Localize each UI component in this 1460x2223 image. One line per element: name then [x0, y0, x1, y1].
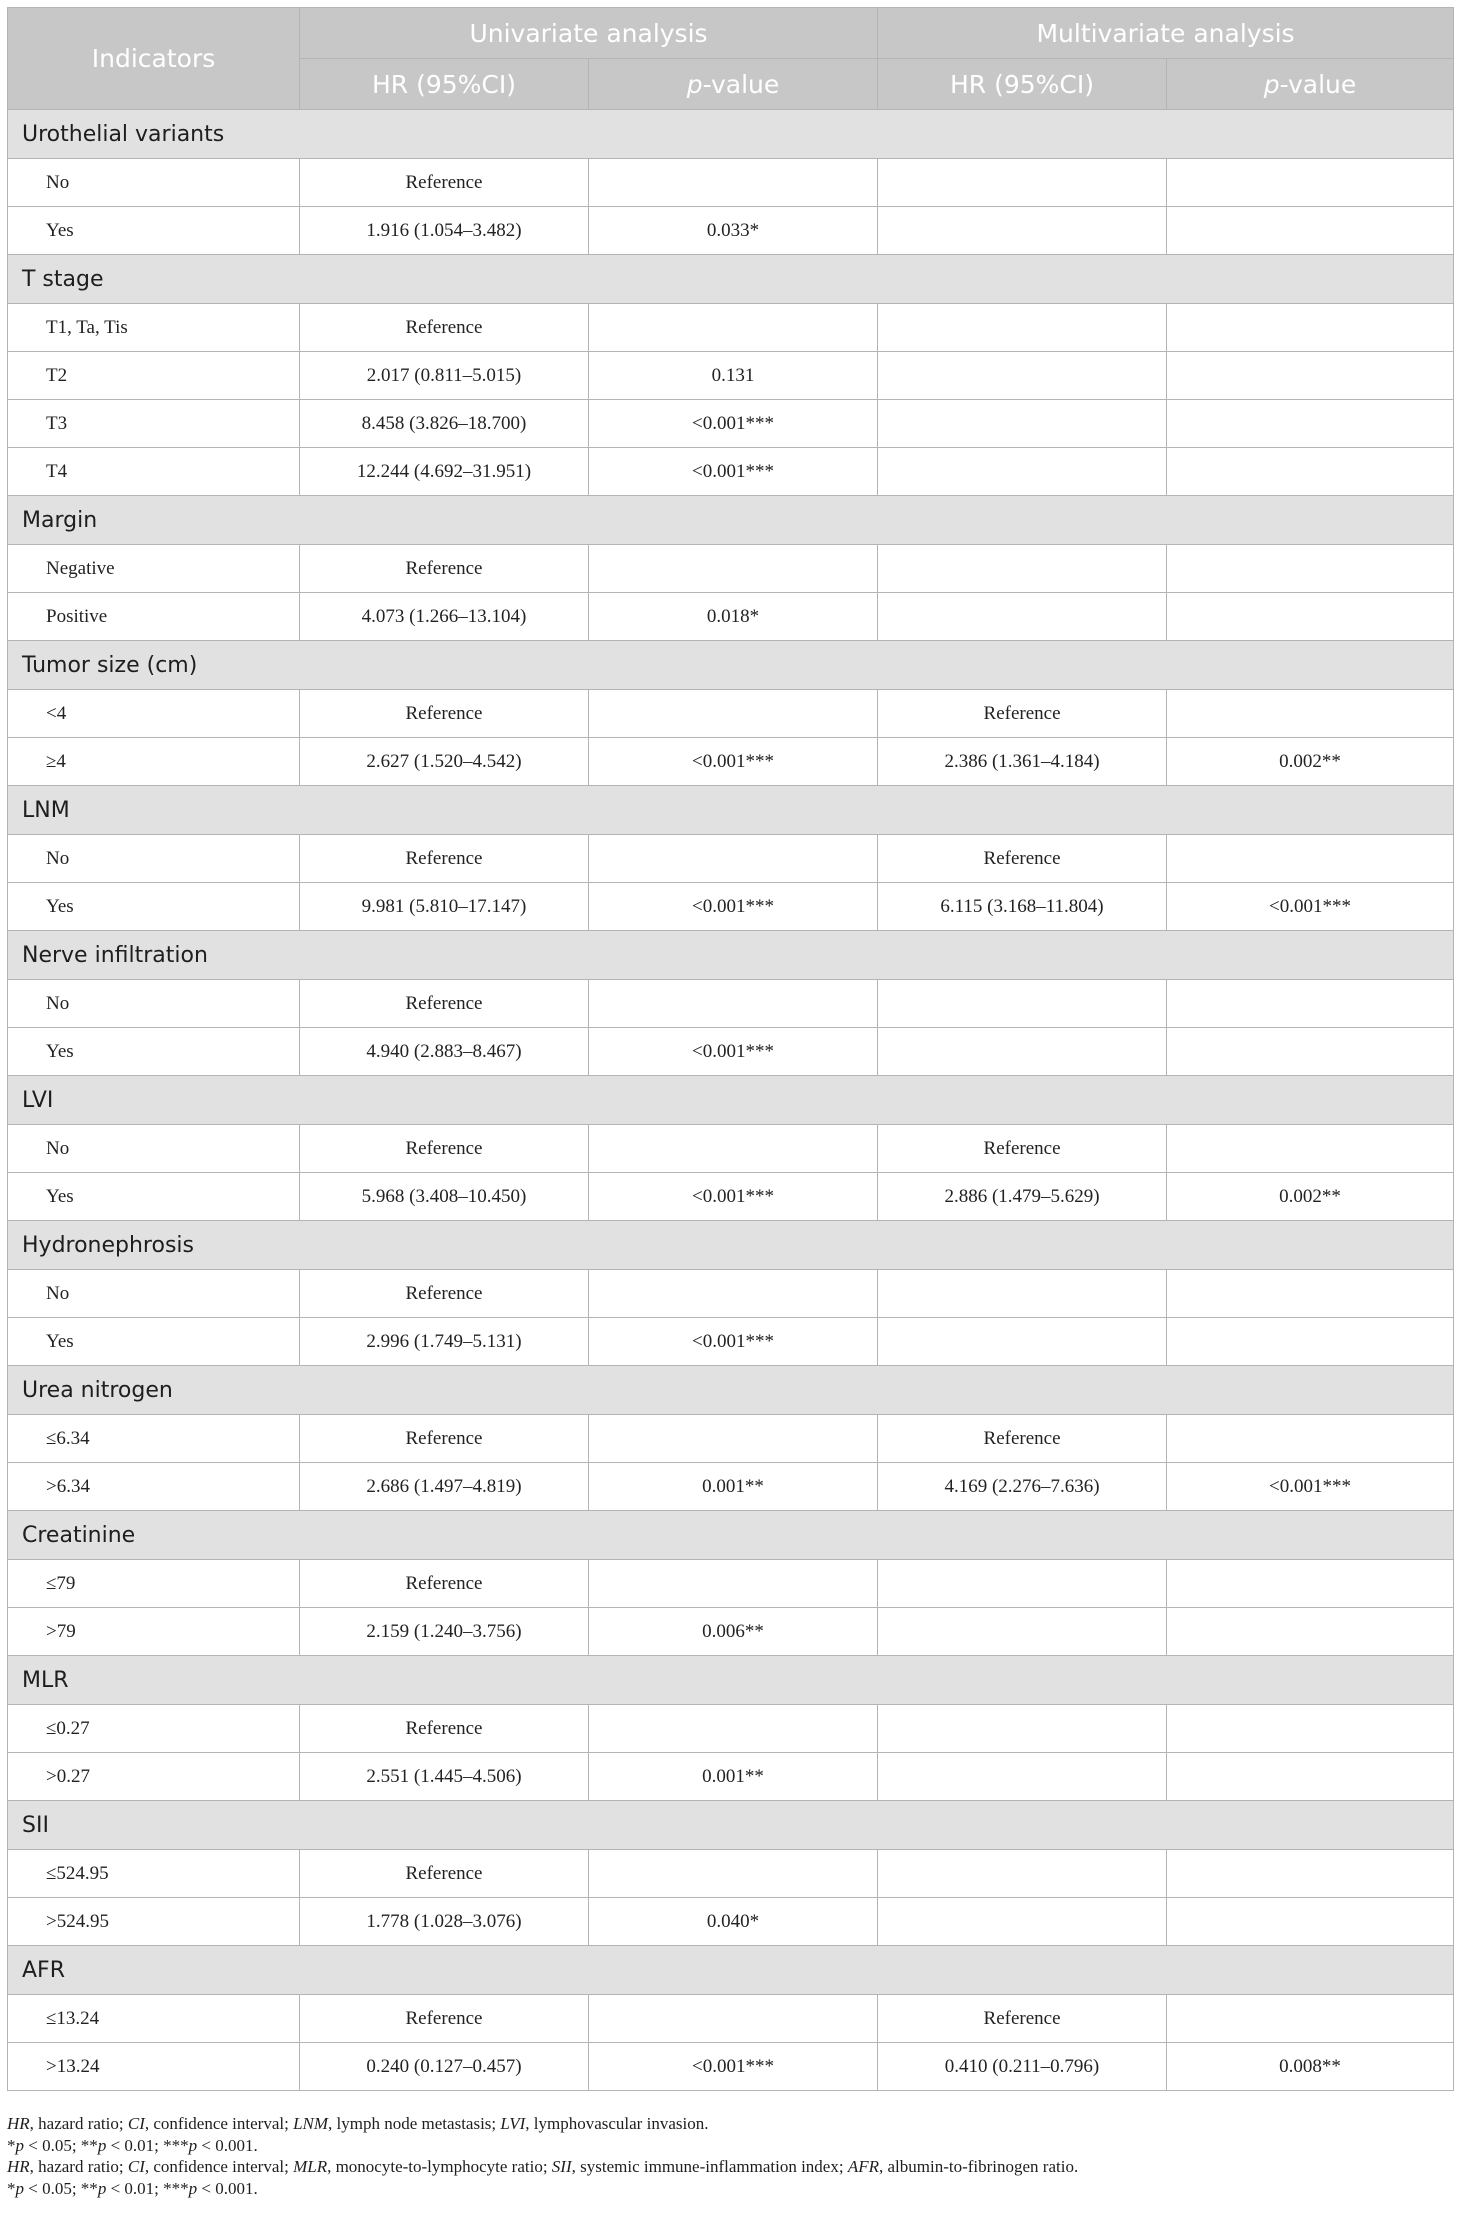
multivariate-hr-cell	[878, 400, 1167, 448]
group-row	[8, 110, 1454, 159]
footnote-run: , hazard ratio;	[29, 2157, 128, 2176]
table-row	[8, 1705, 1454, 1753]
multivariate-p-cell: 0.002**	[1167, 738, 1454, 786]
table-row	[8, 1560, 1454, 1608]
multivariate-p-cell	[1167, 159, 1454, 207]
multivariate-hr-cell	[878, 1318, 1167, 1366]
univariate-hr-cell: 1.916 (1.054–3.482)	[300, 207, 589, 255]
table-row	[8, 304, 1454, 352]
univariate-hr-cell: Reference	[300, 1995, 589, 2043]
footnote-run: *	[7, 2178, 16, 2198]
table-row	[8, 1415, 1454, 1463]
footnote-run: CI	[127, 2114, 145, 2133]
univariate-p-cell	[589, 690, 878, 738]
footnote-run: < 0.001.	[197, 2178, 258, 2198]
univariate-hr-cell: Reference	[300, 1415, 589, 1463]
multivariate-p-cell	[1167, 1318, 1454, 1366]
footnote-run: , albumin-to-fibrinogen ratio.	[878, 2157, 1079, 2176]
group-row	[8, 1366, 1454, 1415]
footnote-run: *	[7, 2135, 16, 2155]
multivariate-hr-cell: 0.410 (0.211–0.796)	[878, 2043, 1167, 2091]
univariate-p-cell	[589, 835, 878, 883]
table-row	[8, 352, 1454, 400]
univariate-hr-cell: Reference	[300, 1270, 589, 1318]
footnote-run: , hazard ratio;	[29, 2114, 128, 2133]
multivariate-p-cell	[1167, 980, 1454, 1028]
table-row	[8, 690, 1454, 738]
table-row	[8, 1850, 1454, 1898]
group-row	[8, 1946, 1454, 1995]
univariate-hr-cell: Reference	[300, 159, 589, 207]
multivariate-hr-cell: Reference	[878, 1125, 1167, 1173]
multivariate-hr-cell	[878, 352, 1167, 400]
multivariate-p-cell	[1167, 1753, 1454, 1801]
multivariate-hr-cell: 2.386 (1.361–4.184)	[878, 738, 1167, 786]
group-row	[8, 641, 1454, 690]
p-suffix: -value	[702, 69, 780, 99]
multivariate-p-cell	[1167, 207, 1454, 255]
footnote-run: , confidence interval;	[144, 2114, 294, 2133]
row-label: No	[8, 980, 300, 1028]
univariate-hr-cell: 5.968 (3.408–10.450)	[300, 1173, 589, 1221]
footnote-run: , lymphovascular invasion.	[525, 2114, 709, 2133]
table-row	[8, 1270, 1454, 1318]
row-label: ≤0.27	[8, 1705, 300, 1753]
univariate-p-cell: 0.131	[589, 352, 878, 400]
multivariate-p-cell	[1167, 1125, 1454, 1173]
univariate-hr-cell: 2.017 (0.811–5.015)	[300, 352, 589, 400]
multivariate-p-cell	[1167, 545, 1454, 593]
table-row	[8, 1753, 1454, 1801]
univariate-p-cell: 0.040*	[589, 1898, 878, 1946]
table-body	[8, 110, 1454, 2091]
footnote-significance-1	[7, 2135, 1453, 2157]
uni-hr-header: HR (95%CI)	[300, 59, 589, 110]
p-italic: p	[686, 69, 703, 99]
footnote-run: < 0.01; ***	[106, 2135, 189, 2155]
group-row	[8, 255, 1454, 304]
group-label: SII	[8, 1801, 1454, 1850]
row-label: No	[8, 1125, 300, 1173]
group-label: AFR	[8, 1946, 1454, 1995]
univariate-p-cell: <0.001***	[589, 1173, 878, 1221]
multivariate-hr-cell	[878, 1028, 1167, 1076]
row-label: T2	[8, 352, 300, 400]
group-label: MLR	[8, 1656, 1454, 1705]
univariate-hr-cell: 0.240 (0.127–0.457)	[300, 2043, 589, 2091]
univariate-hr-cell: Reference	[300, 980, 589, 1028]
univariate-hr-cell: Reference	[300, 1560, 589, 1608]
row-label: ≥4	[8, 738, 300, 786]
indicators-header: Indicators	[8, 8, 300, 110]
row-label: Yes	[8, 1028, 300, 1076]
footnote-run: p	[188, 2135, 198, 2155]
footnote-abbreviations-2	[7, 2156, 1453, 2178]
footnote-run: , monocyte-to-lymphocyte ratio;	[327, 2157, 552, 2176]
univariate-hr-cell: Reference	[300, 1125, 589, 1173]
multivariate-p-cell	[1167, 593, 1454, 641]
univariate-p-cell: <0.001***	[589, 1028, 878, 1076]
multivariate-header: Multivariate analysis	[878, 8, 1454, 59]
multivariate-p-cell: <0.001***	[1167, 883, 1454, 931]
row-label: >79	[8, 1608, 300, 1656]
table-row	[8, 1463, 1454, 1511]
results-table	[7, 7, 1454, 2091]
univariate-p-cell: 0.018*	[589, 593, 878, 641]
group-row	[8, 1801, 1454, 1850]
multivariate-hr-cell	[878, 1850, 1167, 1898]
table-row	[8, 1173, 1454, 1221]
footnote-significance-2	[7, 2178, 1453, 2200]
row-label: ≤79	[8, 1560, 300, 1608]
row-label: >0.27	[8, 1753, 300, 1801]
multivariate-p-cell	[1167, 1850, 1454, 1898]
multivariate-hr-cell	[878, 545, 1167, 593]
multivariate-p-cell	[1167, 690, 1454, 738]
univariate-p-cell	[589, 1415, 878, 1463]
univariate-p-cell	[589, 1850, 878, 1898]
univariate-hr-cell: 2.686 (1.497–4.819)	[300, 1463, 589, 1511]
group-row	[8, 1221, 1454, 1270]
row-label: Yes	[8, 883, 300, 931]
multivariate-p-cell	[1167, 400, 1454, 448]
group-row	[8, 1076, 1454, 1125]
multivariate-hr-cell: Reference	[878, 835, 1167, 883]
multivariate-hr-cell	[878, 159, 1167, 207]
footnote-run: p	[188, 2178, 198, 2198]
multivariate-p-cell: 0.002**	[1167, 1173, 1454, 1221]
univariate-p-cell: 0.001**	[589, 1753, 878, 1801]
group-row	[8, 931, 1454, 980]
footnote-run: < 0.05; **	[24, 2178, 98, 2198]
univariate-hr-cell: 4.073 (1.266–13.104)	[300, 593, 589, 641]
univariate-p-cell	[589, 1705, 878, 1753]
table-row	[8, 207, 1454, 255]
row-label: Yes	[8, 1173, 300, 1221]
group-label: LNM	[8, 786, 1454, 835]
univariate-hr-cell: 2.159 (1.240–3.756)	[300, 1608, 589, 1656]
table-row	[8, 159, 1454, 207]
multivariate-p-cell	[1167, 1995, 1454, 2043]
multivariate-hr-cell	[878, 1753, 1167, 1801]
univariate-hr-cell: 8.458 (3.826–18.700)	[300, 400, 589, 448]
univariate-p-cell: 0.001**	[589, 1463, 878, 1511]
group-label: T stage	[8, 255, 1454, 304]
univariate-hr-cell: Reference	[300, 1705, 589, 1753]
footnote-run: p	[15, 2135, 24, 2155]
footnote-run: < 0.05; **	[24, 2135, 98, 2155]
footnote-run: HR	[7, 2114, 30, 2133]
row-label: T1, Ta, Tis	[8, 304, 300, 352]
table-row	[8, 1028, 1454, 1076]
uni-p-header	[589, 59, 878, 110]
multivariate-p-cell	[1167, 1608, 1454, 1656]
multivariate-p-cell	[1167, 1560, 1454, 1608]
row-label: >524.95	[8, 1898, 300, 1946]
group-row	[8, 1656, 1454, 1705]
multivariate-hr-cell: Reference	[878, 1995, 1167, 2043]
univariate-hr-cell: 12.244 (4.692–31.951)	[300, 448, 589, 496]
multivariate-hr-cell	[878, 980, 1167, 1028]
footnote-run: HR	[7, 2157, 30, 2176]
multivariate-hr-cell: 2.886 (1.479–5.629)	[878, 1173, 1167, 1221]
group-label: Creatinine	[8, 1511, 1454, 1560]
footnote-run: , lymph node metastasis;	[328, 2114, 501, 2133]
row-label: T4	[8, 448, 300, 496]
row-label: Yes	[8, 1318, 300, 1366]
multivariate-hr-cell	[878, 207, 1167, 255]
multivariate-p-cell	[1167, 1028, 1454, 1076]
univariate-p-cell	[589, 1125, 878, 1173]
univariate-hr-cell: Reference	[300, 545, 589, 593]
row-label: ≤6.34	[8, 1415, 300, 1463]
univariate-hr-cell: 2.551 (1.445–4.506)	[300, 1753, 589, 1801]
table-row	[8, 400, 1454, 448]
footnote-run: SII	[551, 2157, 572, 2176]
table-row	[8, 738, 1454, 786]
table-row	[8, 2043, 1454, 2091]
footnote-run: , systemic immune-inflammation index;	[571, 2157, 848, 2176]
row-label: No	[8, 835, 300, 883]
group-label: Tumor size (cm)	[8, 641, 1454, 690]
footnote-run: AFR	[847, 2157, 879, 2176]
multivariate-p-cell	[1167, 1898, 1454, 1946]
univariate-p-cell: 0.033*	[589, 207, 878, 255]
table-row	[8, 593, 1454, 641]
univariate-hr-cell: Reference	[300, 690, 589, 738]
multivariate-hr-cell	[878, 1898, 1167, 1946]
multivariate-p-cell	[1167, 1705, 1454, 1753]
univariate-p-cell	[589, 545, 878, 593]
univariate-hr-cell: Reference	[300, 835, 589, 883]
group-label: Hydronephrosis	[8, 1221, 1454, 1270]
footnote-run: LNM	[293, 2114, 329, 2133]
p-suffix: -value	[1279, 69, 1357, 99]
group-row	[8, 1511, 1454, 1560]
univariate-p-cell	[589, 304, 878, 352]
univariate-p-cell: <0.001***	[589, 2043, 878, 2091]
table-row	[8, 1608, 1454, 1656]
multivariate-p-cell	[1167, 835, 1454, 883]
row-label: ≤524.95	[8, 1850, 300, 1898]
univariate-hr-cell: Reference	[300, 1850, 589, 1898]
table-row	[8, 448, 1454, 496]
footnotes	[7, 2113, 1453, 2199]
table-row	[8, 883, 1454, 931]
table-row	[8, 835, 1454, 883]
row-label: Positive	[8, 593, 300, 641]
multivariate-p-cell: 0.008**	[1167, 2043, 1454, 2091]
table-row	[8, 1125, 1454, 1173]
multivariate-hr-cell: 6.115 (3.168–11.804)	[878, 883, 1167, 931]
p-italic: p	[1263, 69, 1280, 99]
univariate-p-cell: <0.001***	[589, 738, 878, 786]
footnote-run: < 0.001.	[197, 2135, 258, 2155]
univariate-hr-cell: 9.981 (5.810–17.147)	[300, 883, 589, 931]
multivariate-p-cell	[1167, 352, 1454, 400]
multivariate-hr-cell: 4.169 (2.276–7.636)	[878, 1463, 1167, 1511]
multivariate-p-cell	[1167, 304, 1454, 352]
multivariate-p-cell	[1167, 1270, 1454, 1318]
row-label: >6.34	[8, 1463, 300, 1511]
multi-p-header	[1167, 59, 1454, 110]
footnote-run: MLR	[293, 2157, 328, 2176]
row-label: T3	[8, 400, 300, 448]
multivariate-p-cell: <0.001***	[1167, 1463, 1454, 1511]
footnote-run: p	[97, 2135, 107, 2155]
univariate-hr-cell: 2.996 (1.749–5.131)	[300, 1318, 589, 1366]
group-label: Margin	[8, 496, 1454, 545]
footnote-run: CI	[127, 2157, 145, 2176]
table-row	[8, 980, 1454, 1028]
group-label: Urothelial variants	[8, 110, 1454, 159]
univariate-p-cell	[589, 1560, 878, 1608]
footnote-run: p	[97, 2178, 107, 2198]
multivariate-hr-cell	[878, 593, 1167, 641]
footnote-abbreviations-1	[7, 2113, 1453, 2135]
multivariate-hr-cell	[878, 304, 1167, 352]
table-container	[7, 7, 1453, 2091]
group-row	[8, 496, 1454, 545]
multivariate-hr-cell	[878, 1608, 1167, 1656]
row-label: Yes	[8, 207, 300, 255]
univariate-hr-cell: 4.940 (2.883–8.467)	[300, 1028, 589, 1076]
table-header	[8, 8, 1454, 110]
row-label: >13.24	[8, 2043, 300, 2091]
univariate-p-cell	[589, 1995, 878, 2043]
multivariate-hr-cell	[878, 1270, 1167, 1318]
multivariate-hr-cell: Reference	[878, 1415, 1167, 1463]
univariate-hr-cell: 1.778 (1.028–3.076)	[300, 1898, 589, 1946]
footnote-run: , confidence interval;	[144, 2157, 294, 2176]
univariate-hr-cell: 2.627 (1.520–4.542)	[300, 738, 589, 786]
row-label: Negative	[8, 545, 300, 593]
group-label: Urea nitrogen	[8, 1366, 1454, 1415]
multi-hr-header: HR (95%CI)	[878, 59, 1167, 110]
univariate-hr-cell: Reference	[300, 304, 589, 352]
multivariate-hr-cell	[878, 1560, 1167, 1608]
table-row	[8, 545, 1454, 593]
multivariate-hr-cell	[878, 448, 1167, 496]
table-row	[8, 1318, 1454, 1366]
row-label: No	[8, 159, 300, 207]
row-label: ≤13.24	[8, 1995, 300, 2043]
univariate-p-cell	[589, 1270, 878, 1318]
footnote-run: p	[15, 2178, 24, 2198]
univariate-p-cell: 0.006**	[589, 1608, 878, 1656]
table-row	[8, 1898, 1454, 1946]
row-label: <4	[8, 690, 300, 738]
multivariate-hr-cell	[878, 1705, 1167, 1753]
multivariate-p-cell	[1167, 448, 1454, 496]
univariate-p-cell: <0.001***	[589, 448, 878, 496]
footnote-run: < 0.01; ***	[106, 2178, 189, 2198]
univariate-p-cell	[589, 159, 878, 207]
univariate-p-cell: <0.001***	[589, 883, 878, 931]
footnote-run: LVI	[500, 2114, 526, 2133]
group-row	[8, 786, 1454, 835]
multivariate-hr-cell: Reference	[878, 690, 1167, 738]
row-label: No	[8, 1270, 300, 1318]
table-row	[8, 1995, 1454, 2043]
group-label: Nerve infiltration	[8, 931, 1454, 980]
group-label: LVI	[8, 1076, 1454, 1125]
univariate-p-cell	[589, 980, 878, 1028]
multivariate-p-cell	[1167, 1415, 1454, 1463]
univariate-p-cell: <0.001***	[589, 1318, 878, 1366]
univariate-header: Univariate analysis	[300, 8, 878, 59]
univariate-p-cell: <0.001***	[589, 400, 878, 448]
